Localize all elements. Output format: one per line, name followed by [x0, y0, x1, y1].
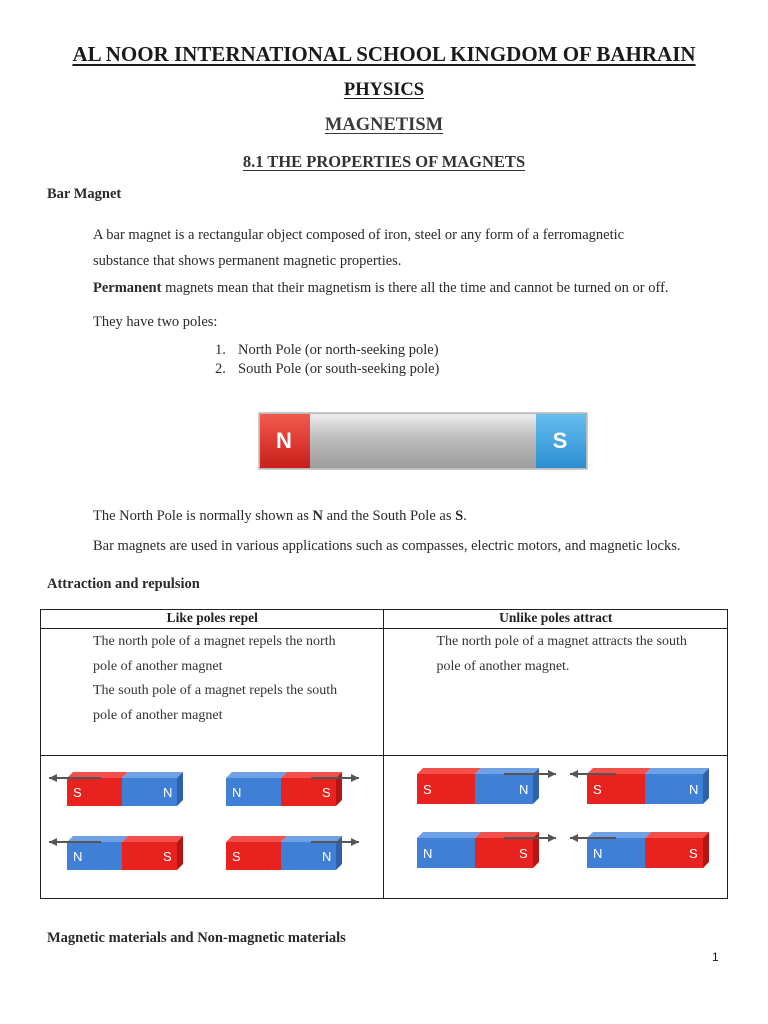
like-poles-diagram	[41, 756, 384, 898]
like-poles-image-cell	[41, 756, 384, 899]
two-poles-text: They have two poles:	[93, 314, 218, 330]
subject-title: PHYSICS	[343, 80, 425, 100]
magnet-top-face	[417, 768, 481, 774]
pole-text: North Pole (or north-seeking pole)	[238, 342, 439, 358]
north-pole-label: N	[276, 428, 292, 453]
pole-letter: N	[593, 846, 603, 861]
permanent-term: Permanent	[93, 280, 162, 296]
unlike-poles-line: The north pole of a magnet attracts the south	[436, 634, 687, 649]
pole-letter: S	[232, 849, 241, 864]
pole-number: 2.	[215, 361, 226, 377]
magnet-top-face	[645, 768, 709, 774]
pole-list-item	[215, 360, 439, 379]
pole-list-item	[215, 341, 439, 360]
like-poles-text-cell	[41, 629, 384, 756]
magnet-side-face	[703, 832, 709, 868]
pole-letter: S	[593, 782, 603, 797]
magnet-body	[308, 414, 536, 468]
pole-letter: N	[689, 782, 699, 797]
magnet-top-face	[417, 832, 481, 838]
pole-letter: N	[519, 782, 529, 797]
attraction-repulsion-table	[40, 609, 728, 899]
unlike-poles-header: Unlike poles attract	[384, 610, 728, 629]
pole-letter: N	[423, 846, 433, 861]
magnet-top-face	[226, 772, 287, 778]
materials-heading: Magnetic materials and Non-magnetic materials	[47, 930, 346, 946]
unlike-poles-list	[436, 630, 686, 679]
definition-line-2: substance that shows permanent magnetic properties.	[93, 253, 402, 269]
table-text-row	[41, 629, 728, 756]
magnet-top-face	[122, 836, 183, 842]
table-header-row	[41, 610, 728, 629]
attraction-heading: Attraction and repulsion	[47, 576, 200, 592]
like-poles-header: Like poles repel	[41, 610, 384, 629]
definition-line-1: A bar magnet is a rectangular object composed of iron, steel or any form of a ferromagnetic	[93, 227, 625, 243]
like-poles-line: The north pole of a magnet repels the north	[93, 634, 336, 649]
pole-notation-text	[93, 508, 467, 525]
topic-title: MAGNETISM	[324, 115, 444, 135]
school-title: AL NOOR INTERNATIONAL SCHOOL KINGDOM OF BAHRAIN	[72, 42, 696, 66]
notation-text-c: .	[463, 508, 467, 524]
pole-letter: S	[689, 846, 699, 861]
unlike-poles-image-cell	[384, 756, 728, 899]
like-poles-line: pole of another magnet	[93, 707, 223, 723]
magnet-side-face	[703, 768, 709, 804]
pole-letter: N	[163, 785, 173, 800]
pole-letter: S	[73, 785, 82, 800]
section-title: 8.1 THE PROPERTIES OF MAGNETS	[242, 152, 526, 171]
bar-magnet-image	[258, 410, 589, 472]
pole-number: 1.	[215, 342, 226, 358]
table-image-row	[41, 756, 728, 899]
pole-letter: N	[322, 849, 332, 864]
pole-text: South Pole (or south-seeking pole)	[238, 361, 440, 377]
unlike-poles-text-cell	[384, 629, 728, 756]
like-poles-line: pole of another magnet	[93, 658, 223, 674]
south-pole-label: S	[552, 428, 568, 453]
magnet-top-face	[645, 832, 709, 838]
bar-magnet-definition	[93, 222, 624, 274]
permanent-paragraph	[93, 280, 669, 297]
poles-list	[215, 341, 439, 379]
like-poles-line: The south pole of a magnet repels the south	[93, 683, 338, 698]
magnet-top-face	[122, 772, 183, 778]
like-poles-list	[93, 630, 337, 728]
bar-magnet-heading: Bar Magnet	[47, 186, 122, 202]
pole-letter: S	[519, 846, 529, 861]
pole-letter: S	[322, 785, 331, 800]
applications-text: Bar magnets are used in various applications such as compasses, electric motors, and magnetic locks.	[93, 538, 681, 554]
permanent-text: magnets mean that their magnetism is there all the time and cannot be turned on or off.	[161, 280, 669, 296]
unlike-poles-diagram	[384, 756, 727, 898]
unlike-poles-line: pole of another magnet.	[436, 658, 570, 674]
notation-text-b: and the South Pole as	[322, 508, 456, 524]
pole-letter: S	[423, 782, 433, 797]
page-number: 1	[712, 950, 719, 964]
notation-s: S	[455, 508, 464, 524]
pole-letter: N	[73, 849, 83, 864]
pole-letter: S	[163, 849, 172, 864]
notation-n: N	[312, 508, 323, 524]
magnet-top-face	[226, 836, 287, 842]
notation-text-a: The North Pole is normally shown as	[93, 508, 313, 524]
pole-letter: N	[232, 785, 242, 800]
